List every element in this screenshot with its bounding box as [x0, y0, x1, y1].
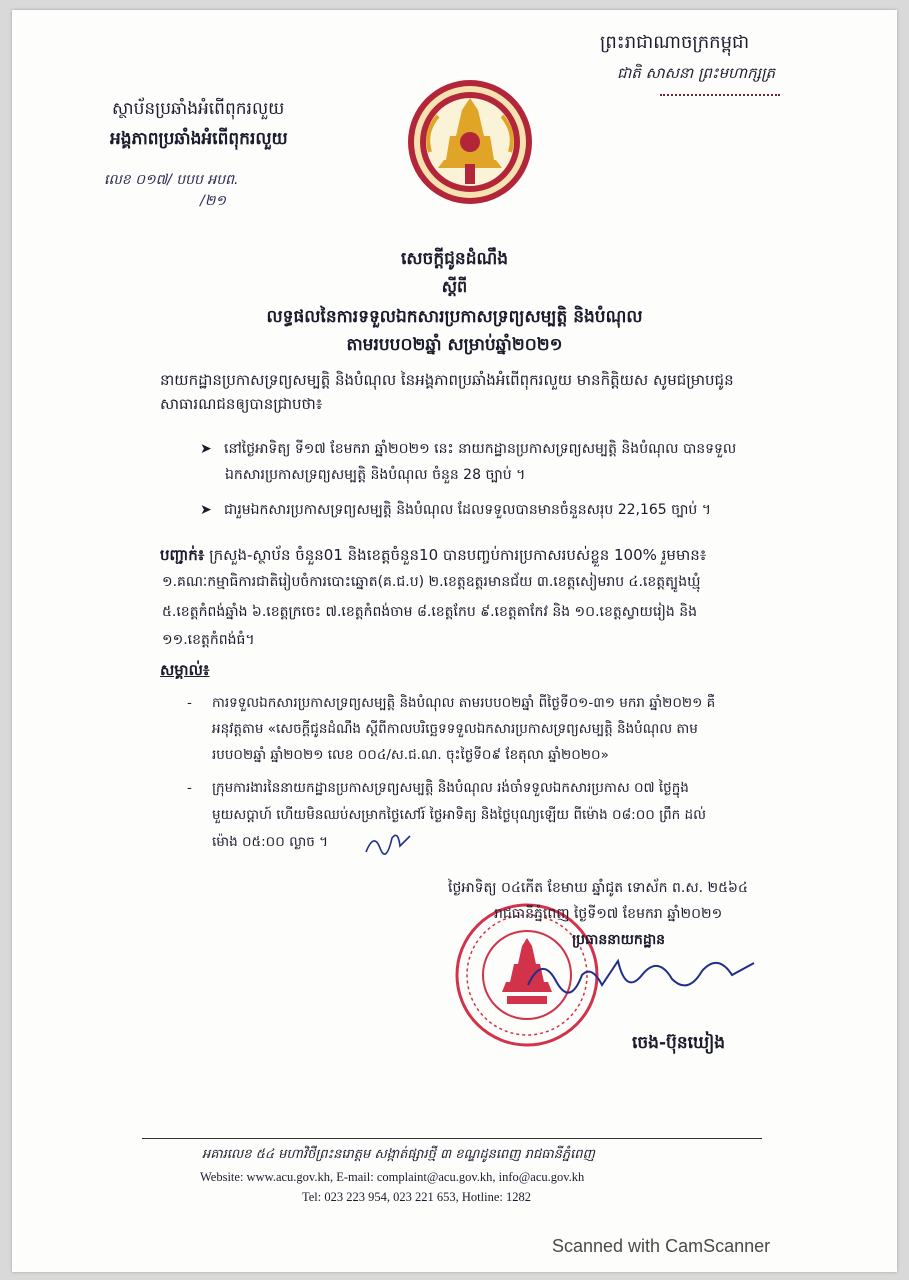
signatory-name: ចេង-ប៊ុនឃៀង [632, 1033, 726, 1053]
notice-subject-line2: តាមរបប០២ឆ្នាំ សម្រាប់ឆ្នាំ២០២១ [346, 335, 563, 355]
unit-name: អង្គភាពប្រឆាំងអំពើពុករលួយ [110, 129, 288, 149]
motto-ornament-divider [660, 94, 780, 96]
bullet-2-text: ជារួមឯកសារប្រកាសទ្រព្យសម្បត្តិ និងបំណុល ដែលទទួលបានមានចំនួនសរុប 22,165 ច្បាប់ ។ [224, 502, 711, 518]
remark-2-text-cont1: មួយសប្តាហ៍ ហើយមិនឈប់សម្រាកថ្ងៃសៅរ៍ ថ្ងៃអាទិត្យ និងថ្ងៃបុណ្យឡើយ ពីម៉ោង ០៨:០០ ព្រឹក ដល់ [212, 807, 706, 823]
footer-web-email: Website: www.acu.gov.kh, E-mail: complaint@acu.gov.kh, info@acu.gov.kh [200, 1170, 585, 1184]
footer-address: អគារលេខ ៥៤ មហាវិថីព្រះនរោត្តម សង្កាត់ផ្សារថ្មី ៣ ខណ្ឌដូនពេញ រាជធានីភ្នំពេញ [202, 1147, 595, 1162]
footer-phone: Tel: 023 223 954, 023 221 653, Hotline: 1282 [302, 1190, 531, 1204]
footer-divider [142, 1138, 762, 1139]
remark-1-text: ការទទួលឯកសារប្រកាសទ្រព្យសម្បត្តិ និងបំណុល តាមរបប០២ឆ្នាំ ពីថ្ងៃទី០១-៣១ មករា ឆ្នាំ២០២១ គឺ [212, 695, 716, 711]
signatory-title: ប្រធាននាយកដ្ឋាន [572, 932, 666, 948]
remark-1 [187, 694, 715, 714]
document-page [12, 10, 897, 1272]
remark-2 [187, 779, 689, 799]
arrow-bullet-icon: ➤ [200, 441, 212, 457]
dash-bullet: - [187, 695, 192, 711]
clarification-line-3: ៥.ខេត្តកំពង់ឆ្នាំង ៦.ខេត្តក្រចេះ ៧.ខេត្តកំពង់ចាម ៨.ខេត្តកែប ៩.ខេត្តតាកែវ និង ១០.ខេត្តស្វាយរៀង និង [162, 604, 698, 620]
notice-subject-label: ស្តីពី [441, 277, 468, 296]
bullet-item-1 [200, 439, 736, 460]
clarification-text: ក្រសួង-ស្ថាប័ន ចំនួន01 និងខេត្តចំនួន10 បានបញ្ចប់ការប្រកាសរបស់ខ្លួន 100% រួមមាន៖ [209, 546, 707, 564]
reference-number: លេខ ០១៧/ បបប អបព. [104, 172, 239, 188]
national-motto: ជាតិ សាសនា ព្រះមហាក្សត្រ [617, 64, 776, 82]
clarification-line-4: ១១.ខេត្តកំពង់ធំ។ [162, 632, 255, 648]
initials-scribble-icon [364, 828, 414, 858]
notice-title: សេចក្តីជូនដំណឹង [400, 249, 509, 269]
notice-subject-line1: លទ្ធផលនៃការទទួលឯកសារប្រកាសទ្រព្យសម្បត្តិ និងបំណុល [266, 307, 643, 327]
clarification-line-2: ១.គណៈកម្មាធិការជាតិរៀបចំការបោះឆ្នោត(គ.ជ.ប) ២.ខេត្តឧត្តរមានជ័យ ៣.ខេត្តសៀមរាប ៤.ខេត្តត្បូងឃ្មុំ [162, 574, 701, 590]
lunar-date: ថ្ងៃអាទិត្យ ០៤កើត ខែមាឃ ឆ្នាំជូត ទោស័ក ព.ស. ២៥៦៤ [448, 880, 748, 896]
bullet-item-2 [200, 500, 711, 521]
bullet-1-text-cont: ឯកសារប្រកាសទ្រព្យសម្បត្តិ និងបំណុល ចំនួន 28 ច្បាប់ ។ [225, 467, 526, 483]
clarification-label: បញ្ជាក់៖ [160, 546, 205, 564]
kingdom-heading: ព្រះរាជាណាចក្រកម្ពុជា [600, 32, 750, 53]
remark-2-text-cont2: ម៉ោង ០៥:០០ ល្ងាច ។ [212, 834, 328, 850]
intro-paragraph: នាយកដ្ឋានប្រកាសទ្រព្យសម្បត្តិ និងបំណុល នៃអង្គភាពប្រឆាំងអំពើពុករលួយ មានកិត្តិយស សូមជម្រាបជូន [160, 371, 734, 389]
intro-paragraph-cont: សាធារណជនឲ្យបានជ្រាបថា៖ [160, 395, 323, 413]
clarification-line-1 [160, 546, 706, 568]
arrow-bullet-icon: ➤ [200, 502, 212, 518]
reference-year: /២១ [200, 193, 226, 209]
place-and-date: រាជធានីភ្នំពេញ ថ្ងៃទី១៧ ខែមករា ឆ្នាំ២០២១ [494, 906, 723, 922]
handwritten-signature-icon [522, 945, 762, 1005]
remark-1-text-cont1: អនុវត្តតាម «សេចក្តីជូនដំណឹង ស្តីពីកាលបរិច្ឆេទទទួលឯកសារប្រកាសទ្រព្យសម្បត្តិ និងបំណុល តាម [212, 721, 698, 737]
acu-emblem-icon [404, 76, 536, 208]
dash-bullet: - [187, 780, 192, 796]
remark-2-text: ក្រុមការងារនៃនាយកដ្ឋានប្រកាសទ្រព្យសម្បត្តិ និងបំណុល រង់ចាំទទួលឯកសារប្រកាស ០៧ ថ្ងៃក្នុង [212, 780, 689, 796]
remark-1-text-cont2: របប០២ឆ្នាំ ឆ្នាំ២០២១ លេខ ០០៤/ស.ជ.ណ. ចុះថ្ងៃទី០៩ ខែតុលា ឆ្នាំ២០២០» [212, 747, 609, 763]
institution-name: ស្ថាប័នប្រឆាំងអំពើពុករលួយ [112, 99, 285, 119]
bullet-1-text: នៅថ្ងៃអាទិត្យ ទី១៧ ខែមករា ឆ្នាំ២០២១ នេះ នាយកដ្ឋានប្រកាសទ្រព្យសម្បត្តិ និងបំណុល បានទទួល [224, 441, 737, 457]
remarks-label: សម្គាល់៖ [160, 661, 210, 679]
scanner-watermark: Scanned with CamScanner [552, 1236, 771, 1256]
